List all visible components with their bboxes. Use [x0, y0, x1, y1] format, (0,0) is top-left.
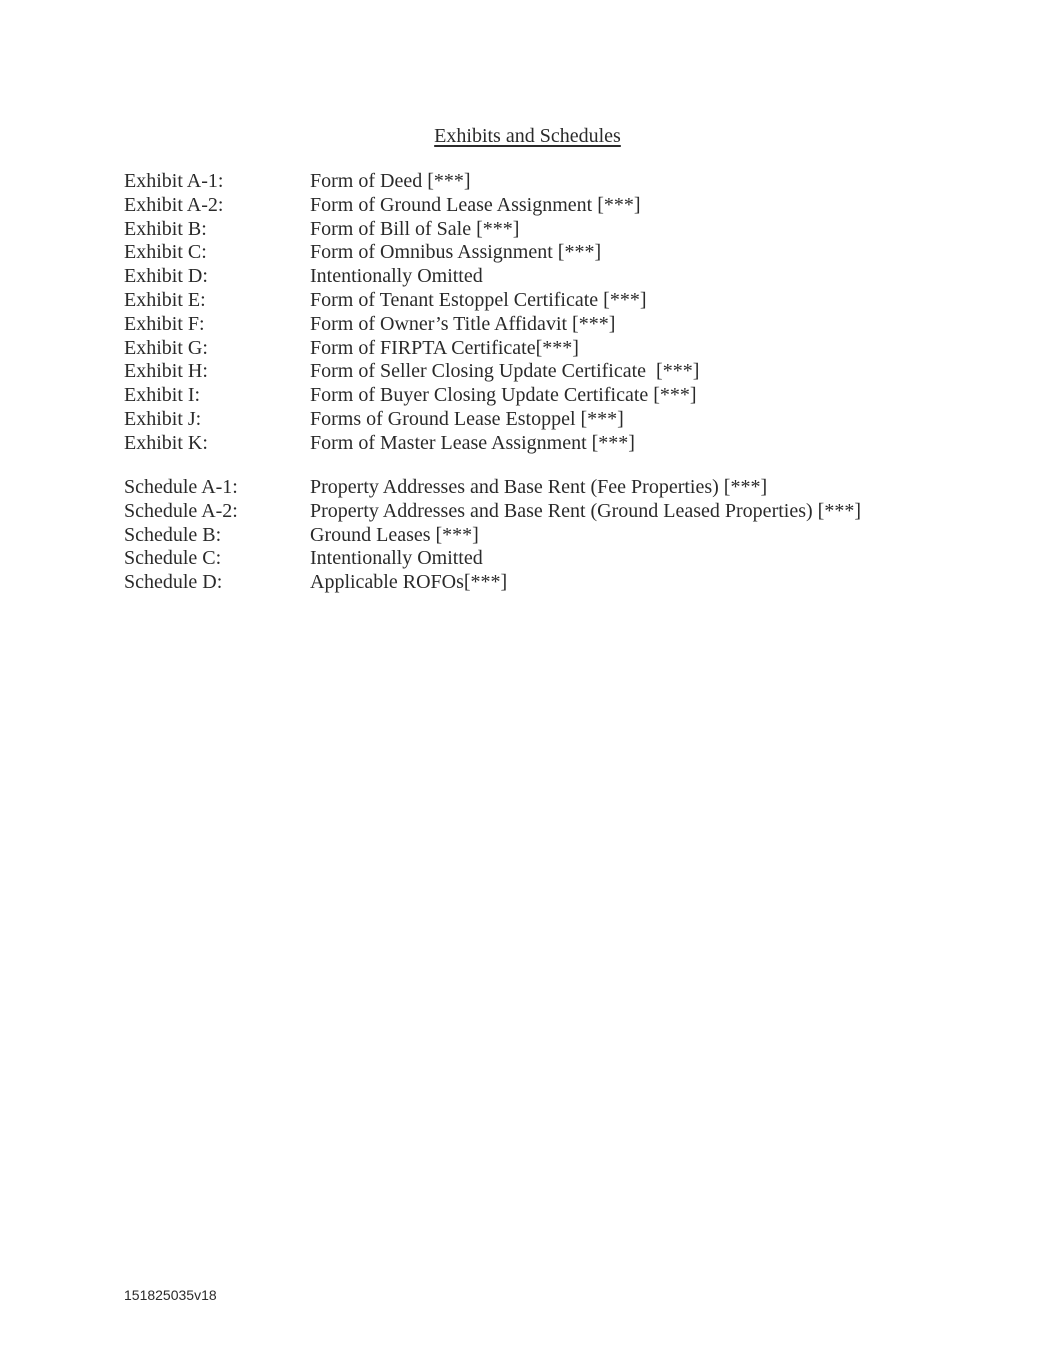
page-title-text: Exhibits and Schedules: [434, 125, 621, 147]
schedule-description: Applicable ROFOs[***]: [310, 571, 508, 594]
schedule-description: Property Addresses and Base Rent (Ground Leased Properties) [***]: [310, 499, 861, 522]
exhibit-label: Exhibit A-2:: [124, 193, 224, 216]
page-title: [0, 124, 1055, 148]
exhibit-description: Forms of Ground Lease Estoppel [***]: [310, 407, 624, 430]
exhibit-label: Exhibit J:: [124, 407, 202, 430]
exhibit-description: Form of Tenant Estoppel Certificate [***]: [310, 288, 647, 311]
exhibit-row: [124, 218, 1024, 242]
exhibit-label: Exhibit D:: [124, 265, 208, 288]
exhibit-description: Form of Ground Lease Assignment [***]: [310, 193, 641, 216]
exhibit-description: Form of Seller Closing Update Certificate [***]: [310, 360, 700, 383]
schedule-label: Schedule C:: [124, 547, 222, 570]
exhibit-label: Exhibit B:: [124, 217, 207, 240]
exhibit-label: Exhibit A-1:: [124, 170, 224, 192]
schedule-row: [124, 571, 1024, 595]
exhibit-row: [124, 384, 1024, 408]
exhibit-label: Exhibit I:: [124, 384, 201, 407]
exhibit-description: Form of FIRPTA Certificate[***]: [310, 336, 579, 359]
schedule-row: [124, 547, 1024, 571]
exhibit-row: [124, 241, 1024, 265]
exhibit-label: Exhibit F:: [124, 312, 205, 335]
exhibit-description: Form of Owner’s Title Affidavit [***]: [310, 312, 616, 335]
exhibit-description: Form of Deed [***]: [310, 170, 471, 192]
exhibit-row: [124, 289, 1024, 313]
exhibit-label: Exhibit E:: [124, 288, 206, 311]
exhibit-description: Intentionally Omitted: [310, 265, 483, 288]
exhibit-description: Form of Omnibus Assignment [***]: [310, 241, 602, 264]
schedule-description: Intentionally Omitted: [310, 547, 483, 570]
document-id: 151825035v18: [124, 1287, 217, 1303]
exhibit-label: Exhibit H:: [124, 360, 208, 383]
exhibit-row: [124, 265, 1024, 289]
exhibit-label: Exhibit C:: [124, 241, 207, 264]
schedule-description: Ground Leases [***]: [310, 523, 479, 546]
schedule-description: Property Addresses and Base Rent (Fee Properties) [***]: [310, 476, 768, 498]
exhibit-row: [124, 408, 1024, 432]
exhibit-description: Form of Bill of Sale [***]: [310, 217, 520, 240]
exhibit-row: [124, 170, 1024, 194]
exhibit-row: [124, 313, 1024, 337]
exhibit-label: Exhibit K:: [124, 431, 208, 454]
exhibit-row: [124, 194, 1024, 218]
exhibit-row: [124, 337, 1024, 361]
exhibit-label: Exhibit G:: [124, 336, 208, 359]
schedule-row: [124, 476, 1024, 500]
schedule-label: Schedule D:: [124, 571, 223, 594]
schedule-row: [124, 500, 1024, 524]
exhibit-row: [124, 360, 1024, 384]
schedule-label: Schedule B:: [124, 523, 222, 546]
schedules-list: [124, 476, 1024, 595]
schedule-label: Schedule A-1:: [124, 476, 238, 498]
exhibits-list: [124, 170, 1024, 456]
exhibit-description: Form of Master Lease Assignment [***]: [310, 431, 635, 454]
exhibit-row: [124, 432, 1024, 456]
schedule-row: [124, 524, 1024, 548]
exhibit-description: Form of Buyer Closing Update Certificate [***]: [310, 384, 697, 407]
schedule-label: Schedule A-2:: [124, 499, 238, 522]
